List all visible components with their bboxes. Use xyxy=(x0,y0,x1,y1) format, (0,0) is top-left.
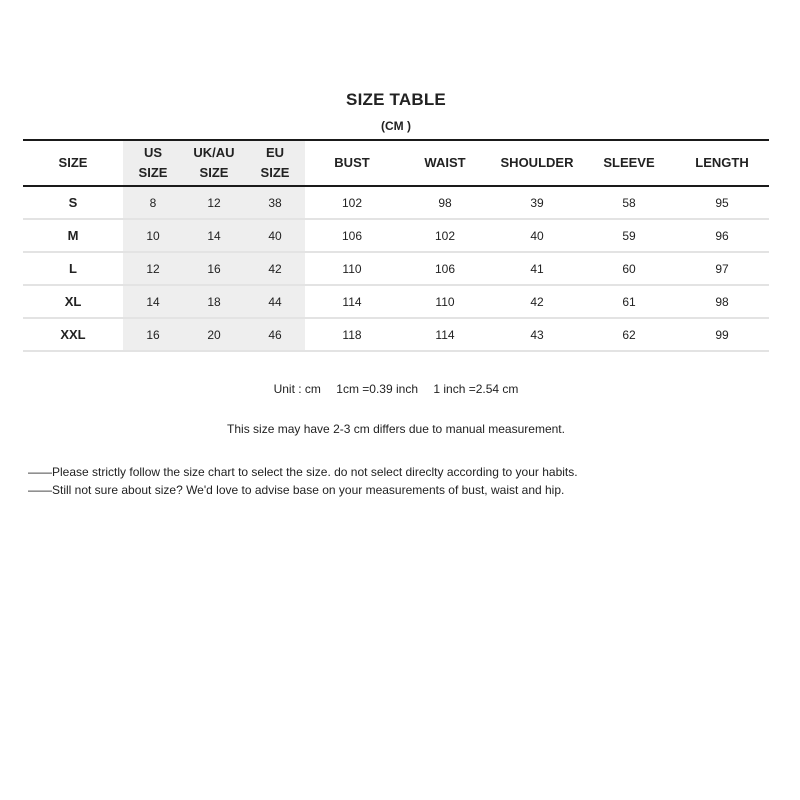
unit-conversion-line xyxy=(0,382,792,396)
cell-bust: 118 xyxy=(342,327,362,342)
cell-sleeve: 62 xyxy=(622,327,636,342)
header-waist: WAIST xyxy=(424,155,466,170)
header-us-size: US SIZE xyxy=(123,140,183,186)
table-row xyxy=(23,252,769,285)
cell-bust: 106 xyxy=(341,228,363,243)
cell-length: 98 xyxy=(715,294,729,309)
cm-to-inch-label: 1cm =0.39 inch xyxy=(336,382,418,396)
cell-eu-size: 44 xyxy=(245,285,305,318)
cell-shoulder: 39 xyxy=(530,195,544,210)
inch-to-cm-label: 1 inch =2.54 cm xyxy=(433,382,519,396)
cell-us-size: 12 xyxy=(123,252,183,285)
cell-eu-size: 40 xyxy=(245,219,305,252)
cell-uk-au-size: 18 xyxy=(183,285,245,318)
cell-sleeve: 59 xyxy=(622,228,636,243)
header-length: LENGTH xyxy=(695,155,749,170)
cell-size: M xyxy=(67,228,79,243)
cell-size: L xyxy=(69,261,77,276)
cell-uk-au-size: 16 xyxy=(183,252,245,285)
header-shoulder: SHOULDER xyxy=(500,155,574,170)
cell-waist: 106 xyxy=(434,261,456,276)
unit-subtitle: (CM ) xyxy=(381,119,411,133)
cell-sleeve: 61 xyxy=(622,294,636,309)
cell-eu-size: 46 xyxy=(245,318,305,351)
page-title: SIZE TABLE xyxy=(346,90,446,109)
size-table xyxy=(23,139,769,352)
cell-length: 95 xyxy=(715,195,729,210)
cell-length: 99 xyxy=(715,327,729,342)
cell-bust: 114 xyxy=(342,294,362,309)
cell-bust: 102 xyxy=(341,195,363,210)
header-eu-size: EU SIZE xyxy=(245,140,305,186)
table-header-row xyxy=(23,140,769,186)
table-row xyxy=(23,285,769,318)
cell-waist: 110 xyxy=(435,294,455,309)
cell-eu-size: 42 xyxy=(245,252,305,285)
tip-follow-size-chart: ——Please strictly follow the size chart to select the size. do not select direclty according to your habits. xyxy=(28,465,578,479)
table-row xyxy=(23,186,769,219)
cell-bust: 110 xyxy=(342,261,362,276)
table-row xyxy=(23,219,769,252)
cell-us-size: 16 xyxy=(123,318,183,351)
cell-shoulder: 40 xyxy=(530,228,544,243)
cell-shoulder: 42 xyxy=(530,294,544,309)
tip-ask-for-advice: ——Still not sure about size? We'd love to advise base on your measurements of bust, waist and hip. xyxy=(28,483,565,497)
table-row xyxy=(23,318,769,351)
cell-shoulder: 41 xyxy=(530,261,544,276)
cell-waist: 102 xyxy=(434,228,456,243)
header-bust: BUST xyxy=(334,155,370,170)
cell-size: XXL xyxy=(60,327,86,342)
cell-shoulder: 43 xyxy=(530,327,544,342)
header-size: SIZE xyxy=(58,155,88,170)
cell-eu-size: 38 xyxy=(245,186,305,219)
cell-us-size: 14 xyxy=(123,285,183,318)
measurement-disclaimer: This size may have 2-3 cm differs due to manual measurement. xyxy=(227,422,565,436)
cell-size: S xyxy=(68,195,78,210)
cell-uk-au-size: 20 xyxy=(183,318,245,351)
unit-label: Unit : cm xyxy=(273,382,321,396)
header-uk-au-size: UK/AU SIZE xyxy=(183,140,245,186)
cell-size: XL xyxy=(64,294,82,309)
cell-sleeve: 58 xyxy=(622,195,636,210)
cell-length: 97 xyxy=(715,261,729,276)
cell-uk-au-size: 14 xyxy=(183,219,245,252)
cell-waist: 98 xyxy=(438,195,452,210)
cell-length: 96 xyxy=(715,228,729,243)
cell-us-size: 10 xyxy=(123,219,183,252)
cell-uk-au-size: 12 xyxy=(183,186,245,219)
size-table-container xyxy=(23,139,769,352)
cell-us-size: 8 xyxy=(123,186,183,219)
cell-sleeve: 60 xyxy=(622,261,636,276)
header-sleeve: SLEEVE xyxy=(603,155,655,170)
cell-waist: 114 xyxy=(435,327,455,342)
